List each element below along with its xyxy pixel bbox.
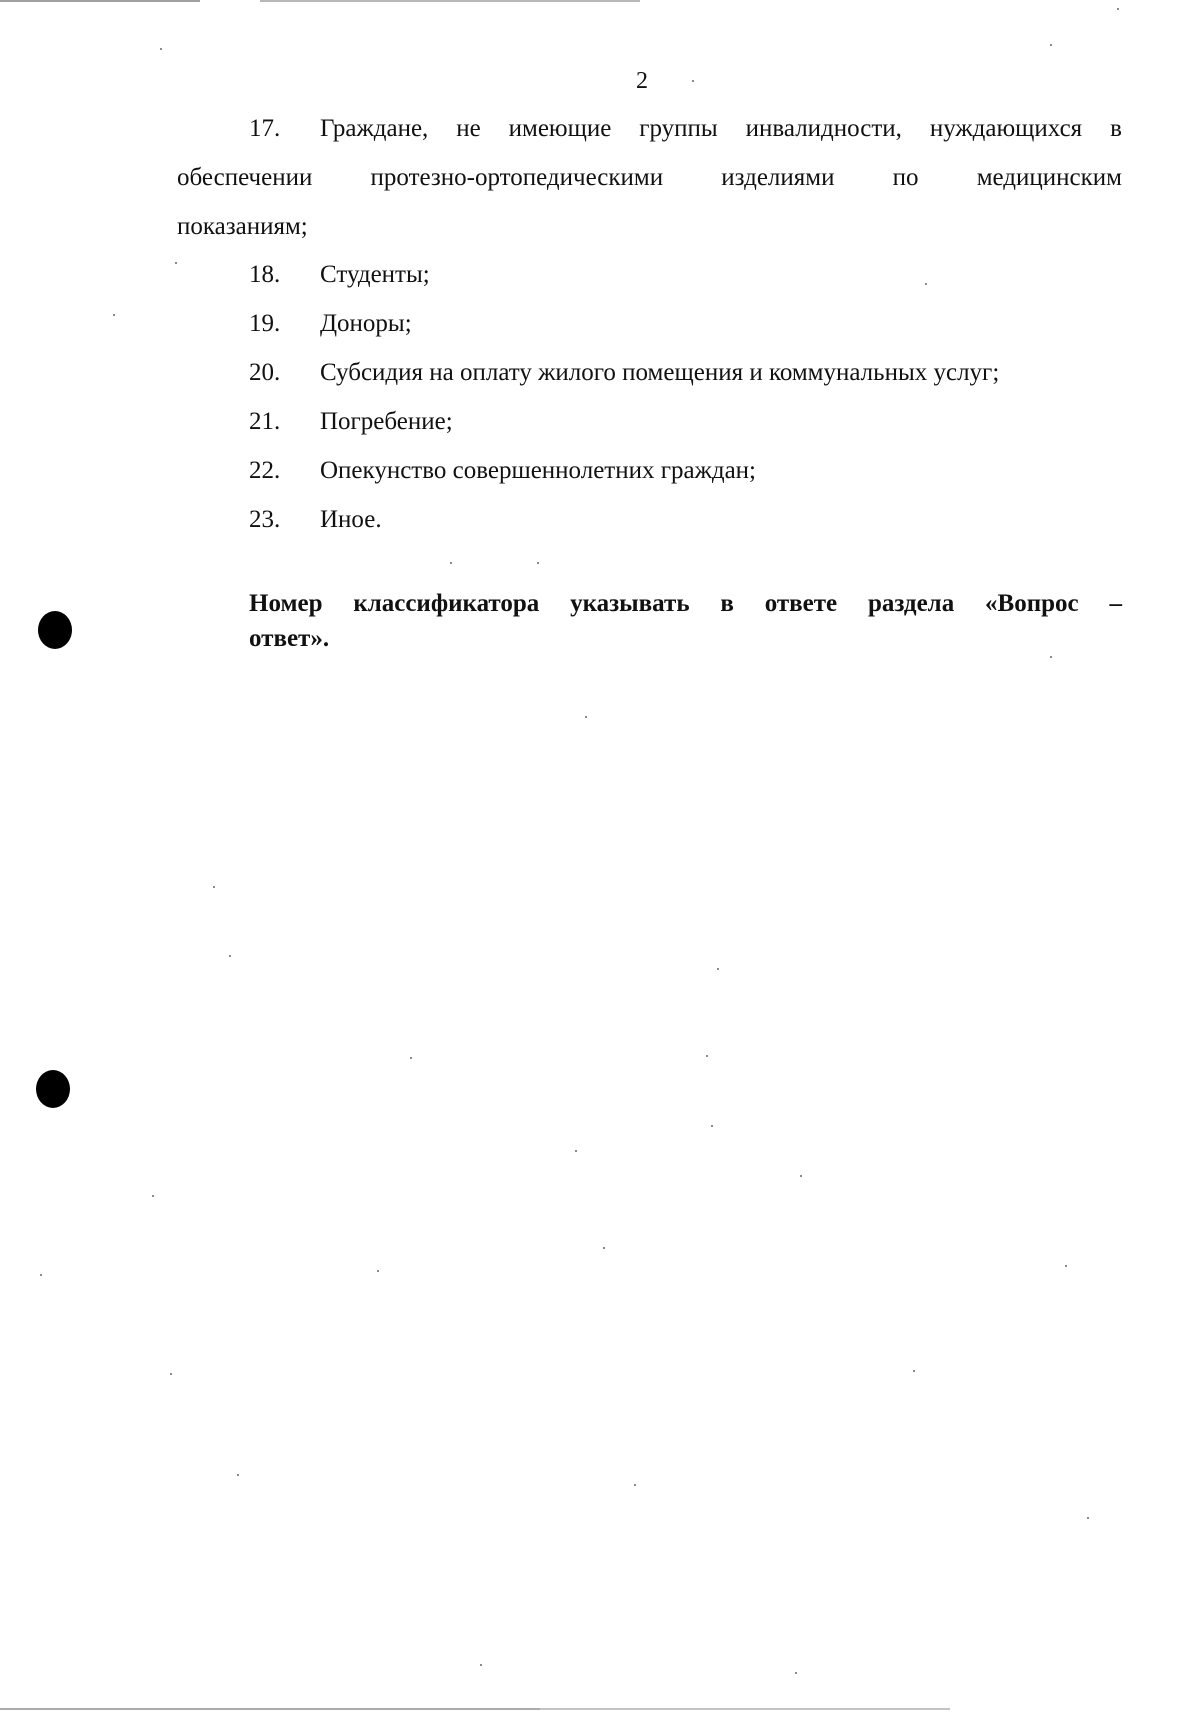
scan-speck [237,1474,239,1476]
note-word: в [720,590,734,617]
scan-speck [925,283,927,285]
item-17-word: нуждающихся [929,115,1083,142]
note-line-2: ответ». [249,625,330,652]
note-word: ответе [764,590,838,617]
scan-speck [450,562,452,564]
item-23-number: 23. [249,506,281,533]
scan-speck [717,968,719,970]
scan-speck [213,886,215,888]
punch-hole-top [38,611,72,649]
item-19-text: Доноры; [320,310,412,337]
item-21-text: Погребение; [320,408,453,435]
scan-speck [1117,8,1119,10]
scan-speck [800,1175,802,1177]
note-word: классификатора [353,590,540,617]
scan-speck [175,262,177,264]
scan-speck [913,1370,915,1372]
scan-speck [537,562,539,564]
item-18-number: 18. [249,261,281,288]
item-20-text: Субсидия на оплату жилого помещения и коммунальных услуг; [320,359,1000,386]
scan-speck [170,1373,172,1375]
item-22-number: 22. [249,457,281,484]
scan-speck [113,314,115,316]
scan-speck [1050,656,1052,658]
item-23-text: Иное. [320,506,382,533]
item-21-number: 21. [249,408,281,435]
scan-top-edge [0,0,640,2]
scan-bottom-edge [0,1708,950,1710]
item-17-word: не [456,115,481,142]
scan-speck [634,1484,636,1486]
item-17-line-3: показаниям; [177,213,308,240]
scan-speck [706,1055,708,1057]
item-17-word: Граждане, [320,115,429,142]
scan-speck [711,1125,713,1127]
item-17-word: изделиями [721,164,835,191]
scan-speck [410,1057,412,1059]
scan-speck [40,1274,42,1276]
item-17-word: в [1110,115,1122,142]
item-17-word: имеющие [508,115,612,142]
item-17-word: группы [639,115,718,142]
scan-speck [692,80,694,82]
scan-speck [480,1664,482,1666]
scan-speck [1087,1517,1089,1519]
item-17-word: медицинским [976,164,1122,191]
item-17-number: 17. [249,115,281,142]
scan-speck [585,716,587,718]
page-number: 2 [636,68,648,94]
item-18-text: Студенты; [320,261,430,288]
note-word: «Вопрос [985,590,1079,617]
scan-speck [575,1150,577,1152]
item-17-word: по [892,164,919,191]
scan-speck [1065,1265,1067,1267]
note-word: – [1109,590,1122,617]
item-20-number: 20. [249,359,281,386]
scan-speck [603,1247,605,1249]
note-line-1 [249,589,1122,619]
item-17-word: протезно-ортопедическими [370,164,664,191]
item-17-word: обеспечении [177,164,313,191]
scan-speck [152,1195,154,1197]
note-word: указывать [570,590,690,617]
note-word: Номер [249,590,323,617]
item-19-number: 19. [249,310,281,337]
scan-speck [160,48,162,50]
punch-hole-bottom [36,1070,70,1108]
note-word: раздела [867,590,955,617]
item-17-line-1 [320,114,1122,144]
item-22-text: Опекунство совершеннолетних граждан; [320,457,756,484]
scan-speck [229,955,231,957]
scan-speck [795,1672,797,1674]
scan-speck [377,1270,379,1272]
item-17-word: инвалидности, [745,115,902,142]
scan-speck [1050,44,1052,46]
item-17-line-2 [177,163,1122,193]
